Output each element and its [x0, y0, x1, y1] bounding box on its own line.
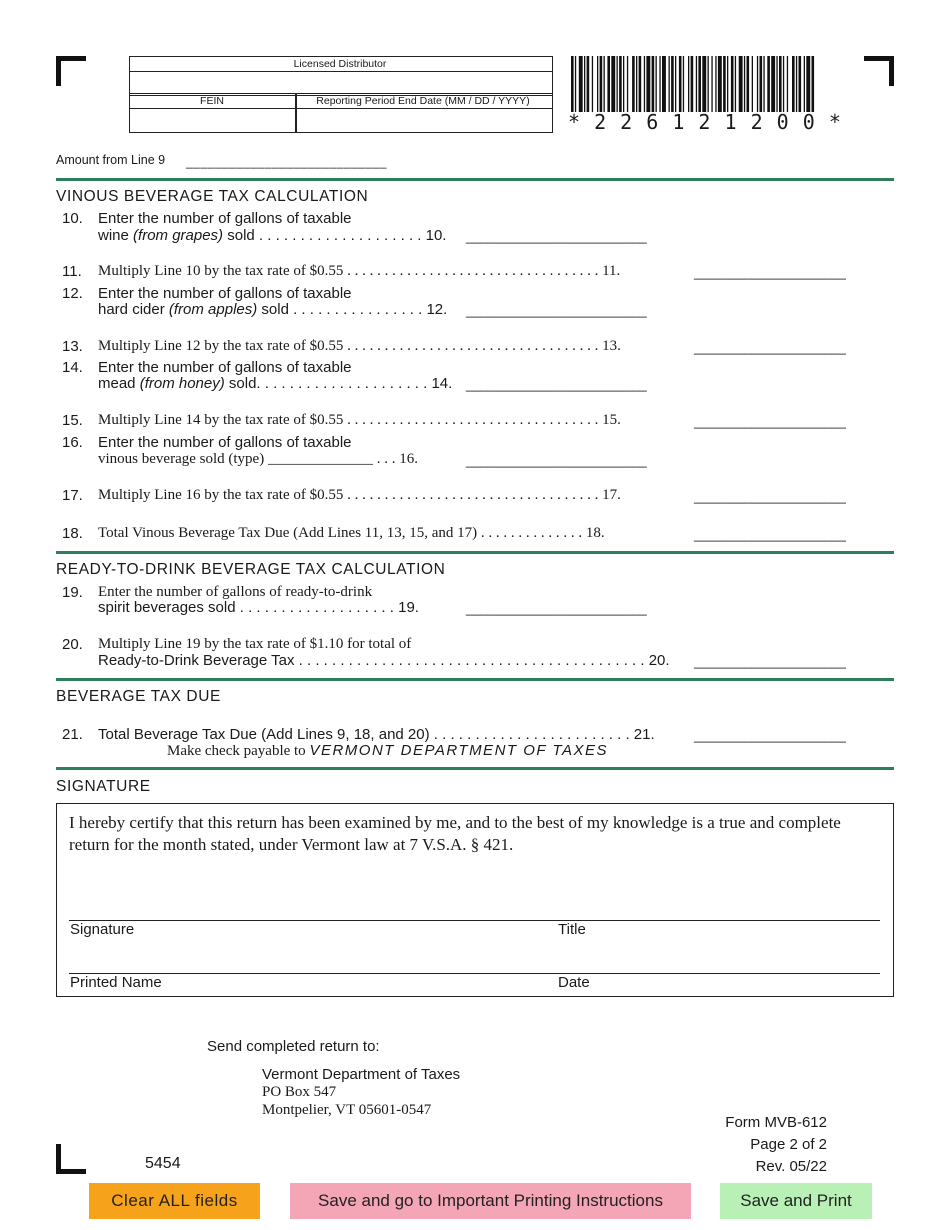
barcode-bar — [804, 56, 805, 112]
signature-label: Signature — [70, 921, 135, 938]
barcode-bar — [671, 56, 674, 112]
printed-name-label: Printed Name — [70, 974, 162, 991]
corner-mark-bottom-left — [56, 1144, 86, 1174]
line-21-text: Total Beverage Tax Due (Add Lines 9, 18, and 20) . . . . . . . . . . . . . . . . . . . . . . . . 21. — [98, 726, 655, 743]
barcode-bar — [711, 56, 712, 112]
barcode-bar — [787, 56, 788, 112]
line-12-text-2: hard cider (from apples) sold . . . . . . . . . . . . . . . . 12. — [98, 301, 448, 318]
barcode-bar — [760, 56, 763, 112]
barcode-bar — [691, 56, 694, 112]
section-rule — [56, 551, 894, 554]
barcode-bar — [799, 56, 802, 112]
line-15-number: 15. — [62, 412, 83, 429]
barcode-bar — [679, 56, 682, 112]
clear-all-button[interactable]: Clear ALL fields — [89, 1183, 260, 1219]
fein-input[interactable] — [130, 109, 295, 130]
section-rule — [56, 767, 894, 770]
line-20-text-2: Ready-to-Drink Beverage Tax . . . . . . . . . . . . . . . . . . . . . . . . . . . . . . . . . . . . . . . . . . 20. — [98, 652, 670, 669]
barcode-bar — [771, 56, 775, 112]
printed-name-line[interactable] — [69, 973, 880, 974]
line-12-text: Enter the number of gallons of taxable — [98, 285, 352, 302]
section-rule — [56, 678, 894, 681]
barcode-bar — [763, 56, 764, 112]
signature-line[interactable] — [69, 920, 880, 921]
barcode-bar — [739, 56, 743, 112]
barcode-bar — [752, 56, 753, 112]
barcode-bar — [698, 56, 701, 112]
barcode-bar — [636, 56, 637, 112]
barcode-bar — [806, 56, 810, 112]
barcode-bar — [727, 56, 728, 112]
page-number: Page 2 of 2 — [750, 1136, 827, 1153]
line-14-input[interactable]: _________________________ — [466, 377, 647, 392]
line-11-input[interactable]: _____________________ — [694, 265, 846, 280]
save-print-instructions-button[interactable]: Save and go to Important Printing Instructions — [290, 1183, 691, 1219]
line-19-input[interactable]: _________________________ — [466, 601, 647, 616]
licensed-distributor-label: Licensed Distributor — [293, 58, 387, 70]
line-21-number: 21. — [62, 726, 83, 743]
barcode-bar — [792, 56, 795, 112]
barcode-bar — [652, 56, 655, 112]
line-16-number: 16. — [62, 434, 83, 451]
barcode-bar — [662, 56, 666, 112]
line-20-text: Multiply Line 19 by the tax rate of $1.10 for total of — [98, 636, 412, 652]
barcode-bar — [627, 56, 628, 112]
line-10-text-2: wine (from grapes) sold . . . . . . . . . . . . . . . . . . . . 10. — [98, 227, 447, 244]
barcode-bar — [600, 56, 603, 112]
payable-to-text: Make check payable to VERMONT DEPARTMENT OF TAXES — [167, 742, 609, 759]
barcode-bar — [779, 56, 782, 112]
address-line-3: Montpelier, VT 05601-0547 — [262, 1102, 432, 1118]
header-divider-2 — [129, 108, 553, 109]
barcode-bar — [659, 56, 660, 112]
barcode-bar — [708, 56, 709, 112]
barcode-bar — [767, 56, 770, 112]
barcode-bar — [611, 56, 615, 112]
form-code: 5454 — [145, 1155, 181, 1172]
line-20-number: 20. — [62, 636, 83, 653]
period-input[interactable] — [296, 109, 551, 130]
line-11-number: 11. — [62, 263, 82, 280]
line-10-text: Enter the number of gallons of taxable — [98, 210, 352, 227]
barcode-bar — [796, 56, 797, 112]
line-10-input[interactable]: _________________________ — [466, 229, 647, 244]
barcode-bar — [587, 56, 590, 112]
line-13-number: 13. — [62, 338, 83, 355]
line-19-text-2: spirit beverages sold . . . . . . . . . . . . . . . . . . . 19. — [98, 599, 419, 616]
line-17-input[interactable]: _____________________ — [694, 489, 846, 504]
barcode-bar — [757, 56, 758, 112]
barcode-bar — [731, 56, 734, 112]
barcode-bar — [744, 56, 745, 112]
barcode-bar — [812, 56, 815, 112]
line-19-text: Enter the number of gallons of ready-to-drink — [98, 584, 373, 600]
barcode-bar — [617, 56, 618, 112]
barcode-bar — [571, 56, 574, 112]
barcode-bar — [607, 56, 610, 112]
barcode-bar — [718, 56, 722, 112]
header-divider — [129, 71, 553, 72]
line-16-text: Enter the number of gallons of taxable — [98, 434, 352, 451]
line-21-total: _____________________ — [694, 728, 846, 743]
line-14-number: 14. — [62, 359, 83, 376]
barcode-bar — [688, 56, 689, 112]
line-15-text: Multiply Line 14 by the tax rate of $0.55 . . . . . . . . . . . . . . . . . . . . . . . . . . . . . . . . . . 15. — [98, 412, 621, 428]
date-label: Date — [558, 974, 590, 991]
section-rule — [56, 178, 894, 181]
title-label: Title — [558, 921, 586, 938]
address-line-2: PO Box 547 — [262, 1084, 337, 1100]
barcode-bar — [584, 56, 585, 112]
send-to-label: Send completed return to: — [207, 1038, 380, 1055]
line-10-number: 10. — [62, 210, 83, 227]
barcode-bar — [644, 56, 645, 112]
line-12-number: 12. — [62, 285, 83, 302]
line-12-input[interactable]: _________________________ — [466, 303, 647, 318]
barcode-bar — [702, 56, 706, 112]
barcode-bar — [715, 56, 716, 112]
barcode-bar — [747, 56, 750, 112]
line-16-text-2: vinous beverage sold (type) ______________ . . . 16. — [98, 451, 418, 467]
licensed-distributor-input[interactable] — [130, 72, 551, 94]
line-15-input[interactable]: _____________________ — [694, 414, 846, 429]
barcode-bar — [683, 56, 684, 112]
barcode-bar — [604, 56, 605, 112]
vinous-section-title: VINOUS BEVERAGE TAX CALCULATION — [56, 188, 369, 205]
amount-line9-value[interactable]: ____________________________ — [186, 155, 387, 169]
line-14-text-2: mead (from honey) sold. . . . . . . . . . . . . . . . . . . . . 14. — [98, 375, 453, 392]
barcode-bar — [735, 56, 736, 112]
line-18-total: _____________________ — [694, 527, 846, 542]
save-and-print-button[interactable]: Save and Print — [720, 1183, 872, 1219]
corner-mark-top-left — [56, 56, 86, 86]
barcode-bar — [783, 56, 784, 112]
line-16-input[interactable]: _________________________ — [466, 453, 647, 468]
line-19-number: 19. — [62, 584, 83, 601]
barcode-bar — [669, 56, 670, 112]
barcode-bar — [592, 56, 593, 112]
line-17-number: 17. — [62, 487, 83, 504]
barcode-bar — [579, 56, 583, 112]
barcode-bar — [619, 56, 622, 112]
line-13-text: Multiply Line 12 by the tax rate of $0.55 . . . . . . . . . . . . . . . . . . . . . . . . . . . . . . . . . . 13. — [98, 338, 621, 354]
barcode-bar — [675, 56, 676, 112]
fein-label: FEIN — [200, 95, 224, 107]
rtd-section-title: READY-TO-DRINK BEVERAGE TAX CALCULATION — [56, 561, 446, 578]
revision: Rev. 05/22 — [755, 1158, 827, 1175]
signature-section-title: SIGNATURE — [56, 778, 151, 795]
line-18-number: 18. — [62, 525, 83, 542]
form-number: Form MVB-612 — [725, 1114, 827, 1131]
certify-text: I hereby certify that this return has been examined by me, and to the best of my knowledge is a true and complete return for the month stated, under Vermont law at 7 V.S.A. § 421. — [69, 813, 841, 854]
line-13-input[interactable]: _____________________ — [694, 340, 846, 355]
barcode-bar — [575, 56, 576, 112]
barcode-bar — [639, 56, 642, 112]
barcode-bar — [632, 56, 635, 112]
address-line-1: Vermont Department of Taxes — [262, 1066, 461, 1083]
amount-line9-label: Amount from Line 9 — [56, 153, 166, 167]
barcode — [571, 56, 815, 112]
barcode-bar — [646, 56, 650, 112]
period-label: Reporting Period End Date (MM / DD / YYYY) — [316, 95, 530, 107]
line-20-total: _____________________ — [694, 654, 846, 669]
barcode-bar — [656, 56, 657, 112]
barcode-bar — [776, 56, 777, 112]
barcode-text: * 2 2 6 1 2 1 2 0 0 * — [568, 110, 842, 134]
barcode-bar — [623, 56, 624, 112]
due-section-title: BEVERAGE TAX DUE — [56, 688, 221, 705]
line-11-text: Multiply Line 10 by the tax rate of $0.55 . . . . . . . . . . . . . . . . . . . . . . . . . . . . . . . . . . 11. — [98, 263, 621, 279]
corner-mark-top-right — [864, 56, 894, 86]
line-17-text: Multiply Line 16 by the tax rate of $0.55 . . . . . . . . . . . . . . . . . . . . . . . . . . . . . . . . . . 17. — [98, 487, 621, 503]
barcode-bar — [696, 56, 697, 112]
barcode-bar — [723, 56, 726, 112]
barcode-bar — [597, 56, 598, 112]
line-18-text: Total Vinous Beverage Tax Due (Add Lines 11, 13, 15, and 17) . . . . . . . . . . . . . . 18. — [98, 525, 605, 541]
line-14-text: Enter the number of gallons of taxable — [98, 359, 352, 376]
